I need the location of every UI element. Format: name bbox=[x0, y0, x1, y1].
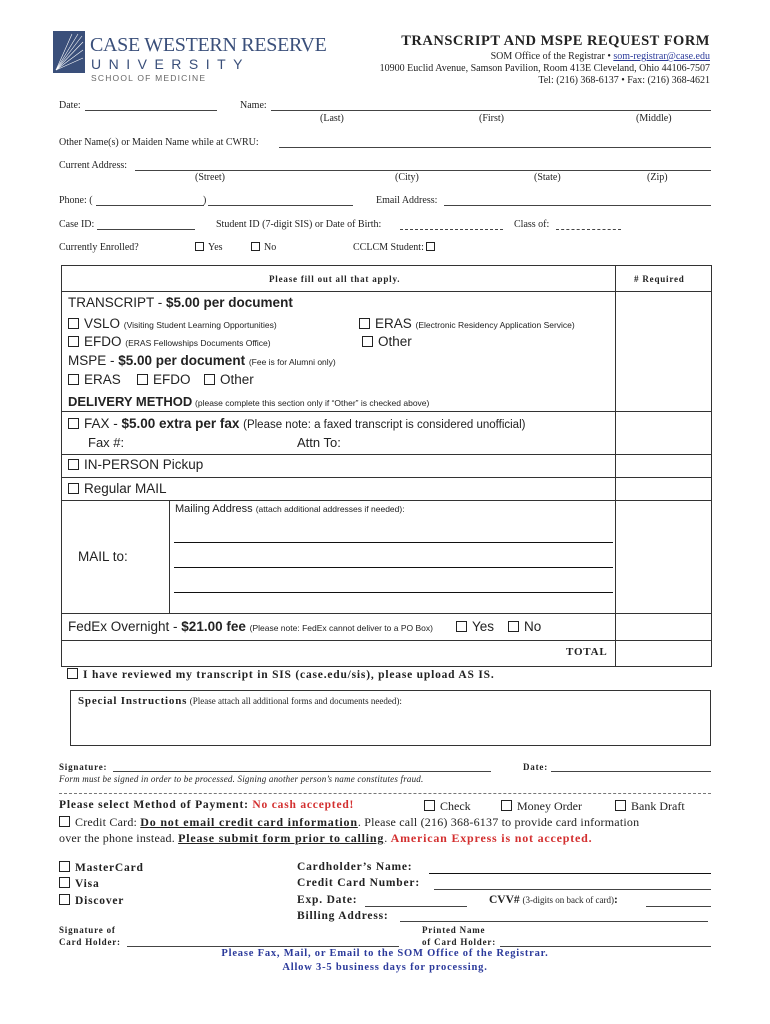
mspe-efdo-label: EFDO bbox=[153, 372, 191, 387]
check-option[interactable] bbox=[424, 799, 471, 814]
name-field[interactable] bbox=[271, 110, 711, 111]
payment-divider bbox=[59, 793, 711, 794]
case-id-label: Case ID: bbox=[59, 219, 95, 230]
last-caption: (Last) bbox=[320, 113, 344, 124]
table-header-required: # Required bbox=[634, 274, 685, 284]
transcript-heading bbox=[68, 295, 293, 310]
fax-row-divider bbox=[61, 454, 712, 455]
reviewed-checkbox[interactable] bbox=[67, 668, 78, 679]
class-of-field[interactable] bbox=[556, 229, 621, 230]
signature-field[interactable] bbox=[113, 771, 491, 772]
cvv-colon: : bbox=[614, 894, 618, 906]
delivery-heading bbox=[68, 394, 429, 409]
case-id-field[interactable] bbox=[97, 229, 195, 230]
phone-label: Phone: ( bbox=[59, 195, 93, 206]
reviewed-label: I have reviewed my transcript in SIS (case.edu/sis), please upload AS IS. bbox=[83, 669, 495, 681]
eras-checkbox[interactable] bbox=[359, 318, 370, 329]
fedex-no-label: No bbox=[524, 619, 542, 634]
transcript-other-label: Other bbox=[378, 334, 412, 349]
inperson-label: IN-PERSON Pickup bbox=[84, 457, 204, 472]
office-line bbox=[491, 51, 710, 62]
fedex-yes-label: Yes bbox=[472, 619, 495, 634]
table-header-fill: Please fill out all that apply. bbox=[269, 274, 401, 284]
visa-option[interactable] bbox=[59, 877, 100, 890]
fedex-note: (Please note: FedEx cannot deliver to a PO Box) bbox=[249, 623, 433, 633]
signature-label: Signature: bbox=[59, 762, 108, 772]
mail-to-label: MAIL to: bbox=[78, 549, 128, 564]
visa-label: Visa bbox=[75, 878, 100, 890]
special-instructions-note: (Please attach all additional forms and documents needed): bbox=[189, 696, 402, 706]
signature-note: Form must be signed in order to be processed. Signing another person’s name constitutes fraud. bbox=[59, 774, 424, 784]
fax-note: (Please note: a faxed transcript is considered unofficial) bbox=[243, 419, 526, 431]
city-caption: (City) bbox=[395, 172, 419, 183]
fax-label: FAX - bbox=[84, 416, 122, 431]
phone-instructions: over the phone instead. bbox=[59, 831, 179, 845]
money-order-checkbox[interactable] bbox=[501, 800, 512, 811]
office-label: SOM Office of the Registrar • bbox=[490, 51, 614, 62]
no-email-warning: Do not email credit card information bbox=[140, 815, 358, 829]
state-caption: (State) bbox=[534, 172, 561, 183]
transcript-other-option[interactable] bbox=[362, 334, 412, 349]
credit-card-label: Credit Card: bbox=[75, 815, 141, 829]
transcript-label: TRANSCRIPT - bbox=[68, 295, 167, 310]
special-instructions-label: Special Instructions bbox=[78, 695, 188, 707]
inperson-checkbox[interactable] bbox=[68, 459, 79, 470]
bank-draft-option[interactable] bbox=[615, 799, 685, 814]
mailing-address-line-2[interactable] bbox=[174, 567, 613, 568]
reviewed-option[interactable] bbox=[67, 668, 495, 681]
phone-instructions-line bbox=[59, 831, 592, 846]
printed-name-label: Printed Name bbox=[422, 925, 486, 935]
fax-option[interactable] bbox=[68, 416, 525, 431]
credit-card-line[interactable] bbox=[59, 815, 639, 830]
signature-of-label: Signature of bbox=[59, 925, 116, 935]
period: . bbox=[384, 831, 391, 845]
credit-card-checkbox[interactable] bbox=[59, 816, 70, 827]
visa-checkbox[interactable] bbox=[59, 877, 70, 888]
footer-line-1: Please Fax, Mail, or Email to the SOM Office of the Registrar. bbox=[221, 948, 549, 959]
phone-area-field[interactable] bbox=[96, 205, 204, 206]
exp-date-field[interactable] bbox=[365, 906, 467, 907]
mspe-other-label: Other bbox=[220, 372, 254, 387]
eras-note: (Electronic Residency Application Service) bbox=[415, 320, 575, 330]
student-id-label: Student ID (7-digit SIS) or Date of Birth: bbox=[216, 219, 382, 230]
vslo-label: VSLO bbox=[84, 316, 121, 331]
middle-caption: (Middle) bbox=[636, 113, 672, 124]
inperson-option[interactable] bbox=[68, 457, 203, 472]
cvv-note: (3-digits on back of card) bbox=[522, 895, 615, 905]
vslo-note: (Visiting Student Learning Opportunities) bbox=[123, 320, 277, 330]
registrar-email-link[interactable]: som-registrar@case.edu bbox=[613, 51, 710, 62]
street-caption: (Street) bbox=[195, 172, 225, 183]
exp-date-label: Exp. Date: bbox=[297, 894, 358, 906]
mspe-eras-checkbox[interactable] bbox=[68, 374, 79, 385]
discover-checkbox[interactable] bbox=[59, 894, 70, 905]
mailing-address-heading bbox=[175, 503, 405, 515]
transcript-section-divider bbox=[61, 411, 712, 412]
footer-line-2: Allow 3-5 business days for processing. bbox=[282, 962, 488, 973]
fax-checkbox[interactable] bbox=[68, 418, 79, 429]
first-caption: (First) bbox=[479, 113, 504, 124]
cardholder-label: Cardholder’s Name: bbox=[297, 861, 413, 873]
other-names-label: Other Name(s) or Maiden Name while at CWRU: bbox=[59, 137, 259, 148]
vslo-checkbox[interactable] bbox=[68, 318, 79, 329]
eras-option[interactable] bbox=[359, 316, 575, 331]
date-label: Date: bbox=[59, 100, 81, 111]
fedex-heading bbox=[68, 619, 433, 634]
other-names-field[interactable] bbox=[279, 147, 711, 148]
logo-school: SCHOOL OF MEDICINE bbox=[91, 73, 207, 83]
university-seal-icon bbox=[52, 30, 86, 74]
regular-mail-label: Regular MAIL bbox=[84, 481, 167, 496]
card-holder-signature-field[interactable] bbox=[127, 946, 399, 947]
fedex-no-checkbox[interactable] bbox=[508, 621, 519, 632]
fedex-no-option[interactable] bbox=[508, 619, 541, 634]
logo-university: UNIVERSITY bbox=[91, 56, 251, 72]
mspe-price: $5.00 per document bbox=[118, 353, 246, 368]
call-instructions: . Please call (216) 368-6137 to provide card information bbox=[357, 815, 640, 829]
payment-label: Please select Method of Payment: bbox=[59, 799, 253, 811]
signature-date-field[interactable] bbox=[551, 771, 711, 772]
fax-price: $5.00 extra per fax bbox=[121, 416, 240, 431]
check-checkbox[interactable] bbox=[424, 800, 435, 811]
mspe-eras-option[interactable] bbox=[68, 372, 121, 387]
class-of-label: Class of: bbox=[514, 219, 550, 230]
logo bbox=[52, 30, 327, 86]
mastercard-label: MasterCard bbox=[75, 862, 144, 874]
card-number-label: Credit Card Number: bbox=[297, 877, 420, 889]
enrolled-no-label: No bbox=[264, 242, 277, 253]
email-label: Email Address: bbox=[376, 195, 438, 206]
currently-enrolled-label: Currently Enrolled? bbox=[59, 242, 139, 253]
card-holder-label: Card Holder: bbox=[59, 937, 121, 947]
eras-label: ERAS bbox=[375, 316, 412, 331]
delivery-note: (please complete this section only if “Other” is checked above) bbox=[195, 398, 430, 408]
cclcm-option[interactable] bbox=[353, 242, 439, 253]
card-number-field[interactable] bbox=[434, 889, 711, 890]
signature-date-label: Date: bbox=[523, 762, 548, 772]
page-title: TRANSCRIPT AND MSPE REQUEST FORM bbox=[401, 33, 710, 49]
enrolled-no-option[interactable] bbox=[251, 242, 276, 253]
of-card-holder-label: of Card Holder: bbox=[422, 937, 496, 947]
email-field[interactable] bbox=[444, 205, 711, 206]
efdo-checkbox[interactable] bbox=[68, 336, 79, 347]
discover-option[interactable] bbox=[59, 894, 124, 907]
mspe-other-option[interactable] bbox=[204, 372, 254, 387]
discover-label: Discover bbox=[75, 895, 125, 907]
office-address: 10900 Euclid Avenue, Samson Pavilion, Room 413E Cleveland, Ohio 44106-7507 bbox=[379, 63, 710, 74]
mspe-heading bbox=[68, 353, 336, 368]
fedex-yes-checkbox[interactable] bbox=[456, 621, 467, 632]
name-label: Name: bbox=[240, 100, 267, 111]
mail-to-divider bbox=[169, 500, 170, 613]
mspe-label: MSPE - bbox=[68, 353, 119, 368]
total-label: TOTAL bbox=[566, 646, 608, 658]
phone-paren: ) bbox=[203, 195, 207, 206]
efdo-note: (ERAS Fellowships Documents Office) bbox=[125, 338, 271, 348]
mspe-note: (Fee is for Alumni only) bbox=[248, 357, 336, 367]
vslo-option[interactable] bbox=[68, 316, 277, 331]
mspe-efdo-option[interactable] bbox=[137, 372, 191, 387]
regular-mail-row-divider bbox=[61, 500, 712, 501]
regular-mail-checkbox[interactable] bbox=[68, 483, 79, 494]
submit-first-warning: Please submit form prior to calling bbox=[178, 831, 385, 845]
billing-address-label: Billing Address: bbox=[297, 910, 389, 922]
mail-block-divider bbox=[61, 613, 712, 614]
attn-to-label: Attn To: bbox=[297, 435, 341, 450]
cardholder-field[interactable] bbox=[429, 873, 711, 874]
transcript-other-checkbox[interactable] bbox=[362, 336, 373, 347]
regular-mail-option[interactable] bbox=[68, 481, 167, 496]
amex-warning: American Express is not accepted. bbox=[390, 831, 593, 845]
enrolled-yes-label: Yes bbox=[208, 242, 223, 253]
mailing-address-note: (attach additional addresses if needed): bbox=[255, 504, 405, 514]
office-phones: Tel: (216) 368-6137 • Fax: (216) 368-4621 bbox=[538, 75, 710, 86]
printed-name-field[interactable] bbox=[500, 946, 711, 947]
required-column-divider bbox=[615, 265, 616, 667]
no-cash-warning: No cash accepted! bbox=[252, 799, 355, 811]
mspe-eras-label: ERAS bbox=[84, 372, 121, 387]
table-header-divider bbox=[61, 291, 712, 292]
cvv-field[interactable] bbox=[646, 906, 711, 907]
logo-name: CASE WESTERN RESERVE bbox=[90, 34, 327, 56]
transcript-price: $5.00 per document bbox=[166, 295, 293, 310]
special-instructions-heading bbox=[78, 695, 402, 707]
cclcm-label: CCLCM Student: bbox=[353, 242, 424, 253]
payment-heading bbox=[59, 799, 354, 811]
check-label: Check bbox=[440, 799, 471, 813]
billing-address-field[interactable] bbox=[400, 921, 708, 922]
mailing-address-line-1[interactable] bbox=[174, 542, 613, 543]
mailing-address-line-3[interactable] bbox=[174, 592, 613, 593]
delivery-label: DELIVERY METHOD bbox=[68, 394, 193, 409]
cvv-label: CVV# bbox=[489, 894, 520, 906]
cvv-heading bbox=[489, 894, 618, 906]
efdo-option[interactable] bbox=[68, 334, 271, 349]
fedex-row-divider bbox=[61, 640, 712, 641]
zip-caption: (Zip) bbox=[647, 172, 668, 183]
money-order-label: Money Order bbox=[517, 799, 582, 813]
fedex-yes-option[interactable] bbox=[456, 619, 494, 634]
enrolled-yes-checkbox[interactable] bbox=[195, 242, 204, 251]
mailing-address-label: Mailing Address bbox=[175, 503, 253, 515]
mastercard-checkbox[interactable] bbox=[59, 861, 70, 872]
inperson-row-divider bbox=[61, 477, 712, 478]
date-field[interactable] bbox=[85, 110, 217, 111]
mspe-efdo-checkbox[interactable] bbox=[137, 374, 148, 385]
fedex-price: $21.00 fee bbox=[181, 619, 246, 634]
fedex-label: FedEx Overnight - bbox=[68, 619, 182, 634]
enrolled-yes-option[interactable] bbox=[195, 242, 223, 253]
bank-draft-label: Bank Draft bbox=[631, 799, 685, 813]
fax-number-label: Fax #: bbox=[88, 435, 125, 450]
mastercard-option[interactable] bbox=[59, 861, 144, 874]
money-order-option[interactable] bbox=[501, 799, 582, 814]
current-address-label: Current Address: bbox=[59, 160, 128, 171]
current-address-field[interactable] bbox=[135, 170, 711, 171]
phone-number-field[interactable] bbox=[208, 205, 353, 206]
student-id-field[interactable] bbox=[400, 229, 503, 230]
bank-draft-checkbox[interactable] bbox=[615, 800, 626, 811]
mspe-other-checkbox[interactable] bbox=[204, 374, 215, 385]
cclcm-checkbox[interactable] bbox=[426, 242, 435, 251]
enrolled-no-checkbox[interactable] bbox=[251, 242, 260, 251]
efdo-label: EFDO bbox=[84, 334, 122, 349]
